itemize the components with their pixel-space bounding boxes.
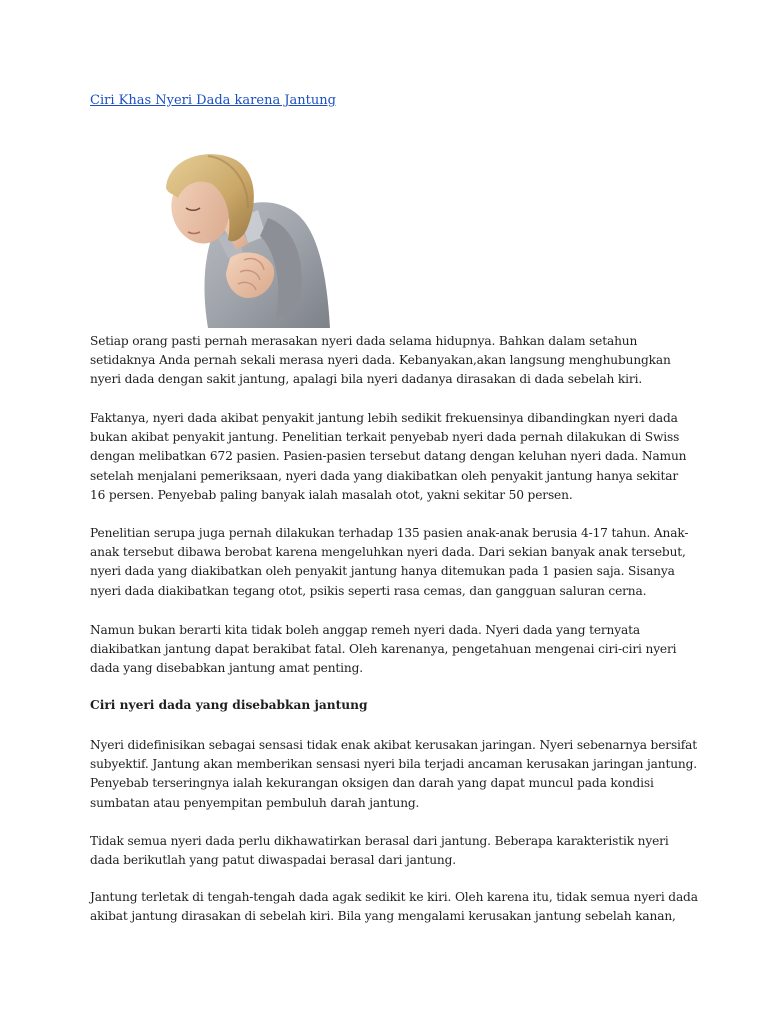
paragraph-line: dada berikutlah yang patut diwaspadai berasal dari jantung.	[90, 853, 456, 868]
paragraph-7	[90, 888, 698, 926]
paragraph-line: anak tersebut dibawa berobat karena mengeluhkan nyeri dada. Dari sekian banyak anak tersebut,	[90, 545, 686, 560]
paragraph-line: akibat jantung dirasakan di sebelah kiri. Bila yang mengalami kerusakan jantung sebelah kanan,	[90, 909, 676, 924]
paragraph-line: diakibatkan jantung dapat berakibat fatal. Oleh karenanya, pengetahuan mengenai ciri-ciri nyeri	[90, 642, 677, 657]
paragraph-line: nyeri dada diakibatkan tegang otot, psikis seperti rasa cemas, dan gangguan saluran cerna.	[90, 583, 647, 598]
section-heading: Ciri nyeri dada yang disebabkan jantung	[90, 698, 368, 712]
paragraph-line: Nyeri didefinisikan sebagai sensasi tidak enak akibat kerusakan jaringan. Nyeri sebenarnya bersifat	[90, 738, 698, 752]
paragraph-line: Penelitian serupa juga pernah dilakukan terhadap 135 pasien anak-anak berusia 4-17 tahun. Anak-	[90, 526, 689, 540]
paragraph-2	[90, 409, 690, 505]
paragraph-6	[90, 832, 690, 870]
paragraph-line: Tidak semua nyeri dada perlu dikhawatirkan berasal dari jantung. Beberapa karakteristik nyeri	[90, 834, 669, 848]
paragraph-3	[90, 524, 690, 601]
paragraph-line: Faktanya, nyeri dada akibat penyakit jantung lebih sedikit frekuensinya dibandingkan nyeri dada	[90, 411, 678, 425]
paragraph-line: dengan melibatkan 672 pasien. Pasien-pasien tersebut datang dengan keluhan nyeri dada. Namun	[90, 449, 687, 464]
paragraph-line: nyeri dada dengan sakit jantung, apalagi bila nyeri dadanya dirasakan di dada sebelah kiri.	[90, 372, 643, 387]
paragraph-line: subyektif. Jantung akan memberikan sensasi nyeri bila terjadi ancaman kerusakan jaringan jantung.	[90, 757, 698, 772]
paragraph-5	[90, 736, 698, 813]
paragraph-line: setidaknya Anda pernah sekali merasa nyeri dada. Kebanyakan,akan langsung menghubungkan	[90, 353, 671, 368]
paragraph-line: setelah menjalani pemeriksaan, nyeri dada yang diakibatkan oleh penyakit jantung hanya sekitar	[90, 468, 679, 483]
paragraph-line: Penyebab terseringnya ialah kekurangan oksigen dan darah yang dapat muncul pada kondisi	[90, 776, 654, 791]
paragraph-1	[90, 332, 690, 390]
paragraph-line: sumbatan atau penyempitan pembuluh darah jantung.	[90, 795, 420, 810]
paragraph-line: Jantung terletak di tengah-tengah dada agak sedikit ke kiri. Oleh karena itu, tidak semua nyeri dada	[90, 890, 698, 904]
photo-illustration	[148, 148, 330, 328]
paragraph-line: bukan akibat penyakit jantung. Penelitian terkait penyebab nyeri dada pernah dilakukan di Swiss	[90, 430, 680, 445]
paragraph-line: Setiap orang pasti pernah merasakan nyeri dada selama hidupnya. Bahkan dalam setahun	[90, 334, 638, 348]
paragraph-line: Namun bukan berarti kita tidak boleh anggap remeh nyeri dada. Nyeri dada yang ternyata	[90, 623, 640, 637]
paragraph-line: nyeri dada yang diakibatkan oleh penyakit jantung hanya ditemukan pada 1 pasien saja. Sisanya	[90, 564, 675, 579]
woman-clutching-chest-photo	[148, 148, 330, 328]
paragraph-line: 16 persen. Penyebab paling banyak ialah masalah otot, yakni sekitar 50 persen.	[90, 487, 573, 502]
paragraph-line: dada yang disebabkan jantung amat penting.	[90, 661, 364, 676]
paragraph-4	[90, 621, 690, 679]
article-title-link[interactable]: Ciri Khas Nyeri Dada karena Jantung	[90, 93, 336, 108]
